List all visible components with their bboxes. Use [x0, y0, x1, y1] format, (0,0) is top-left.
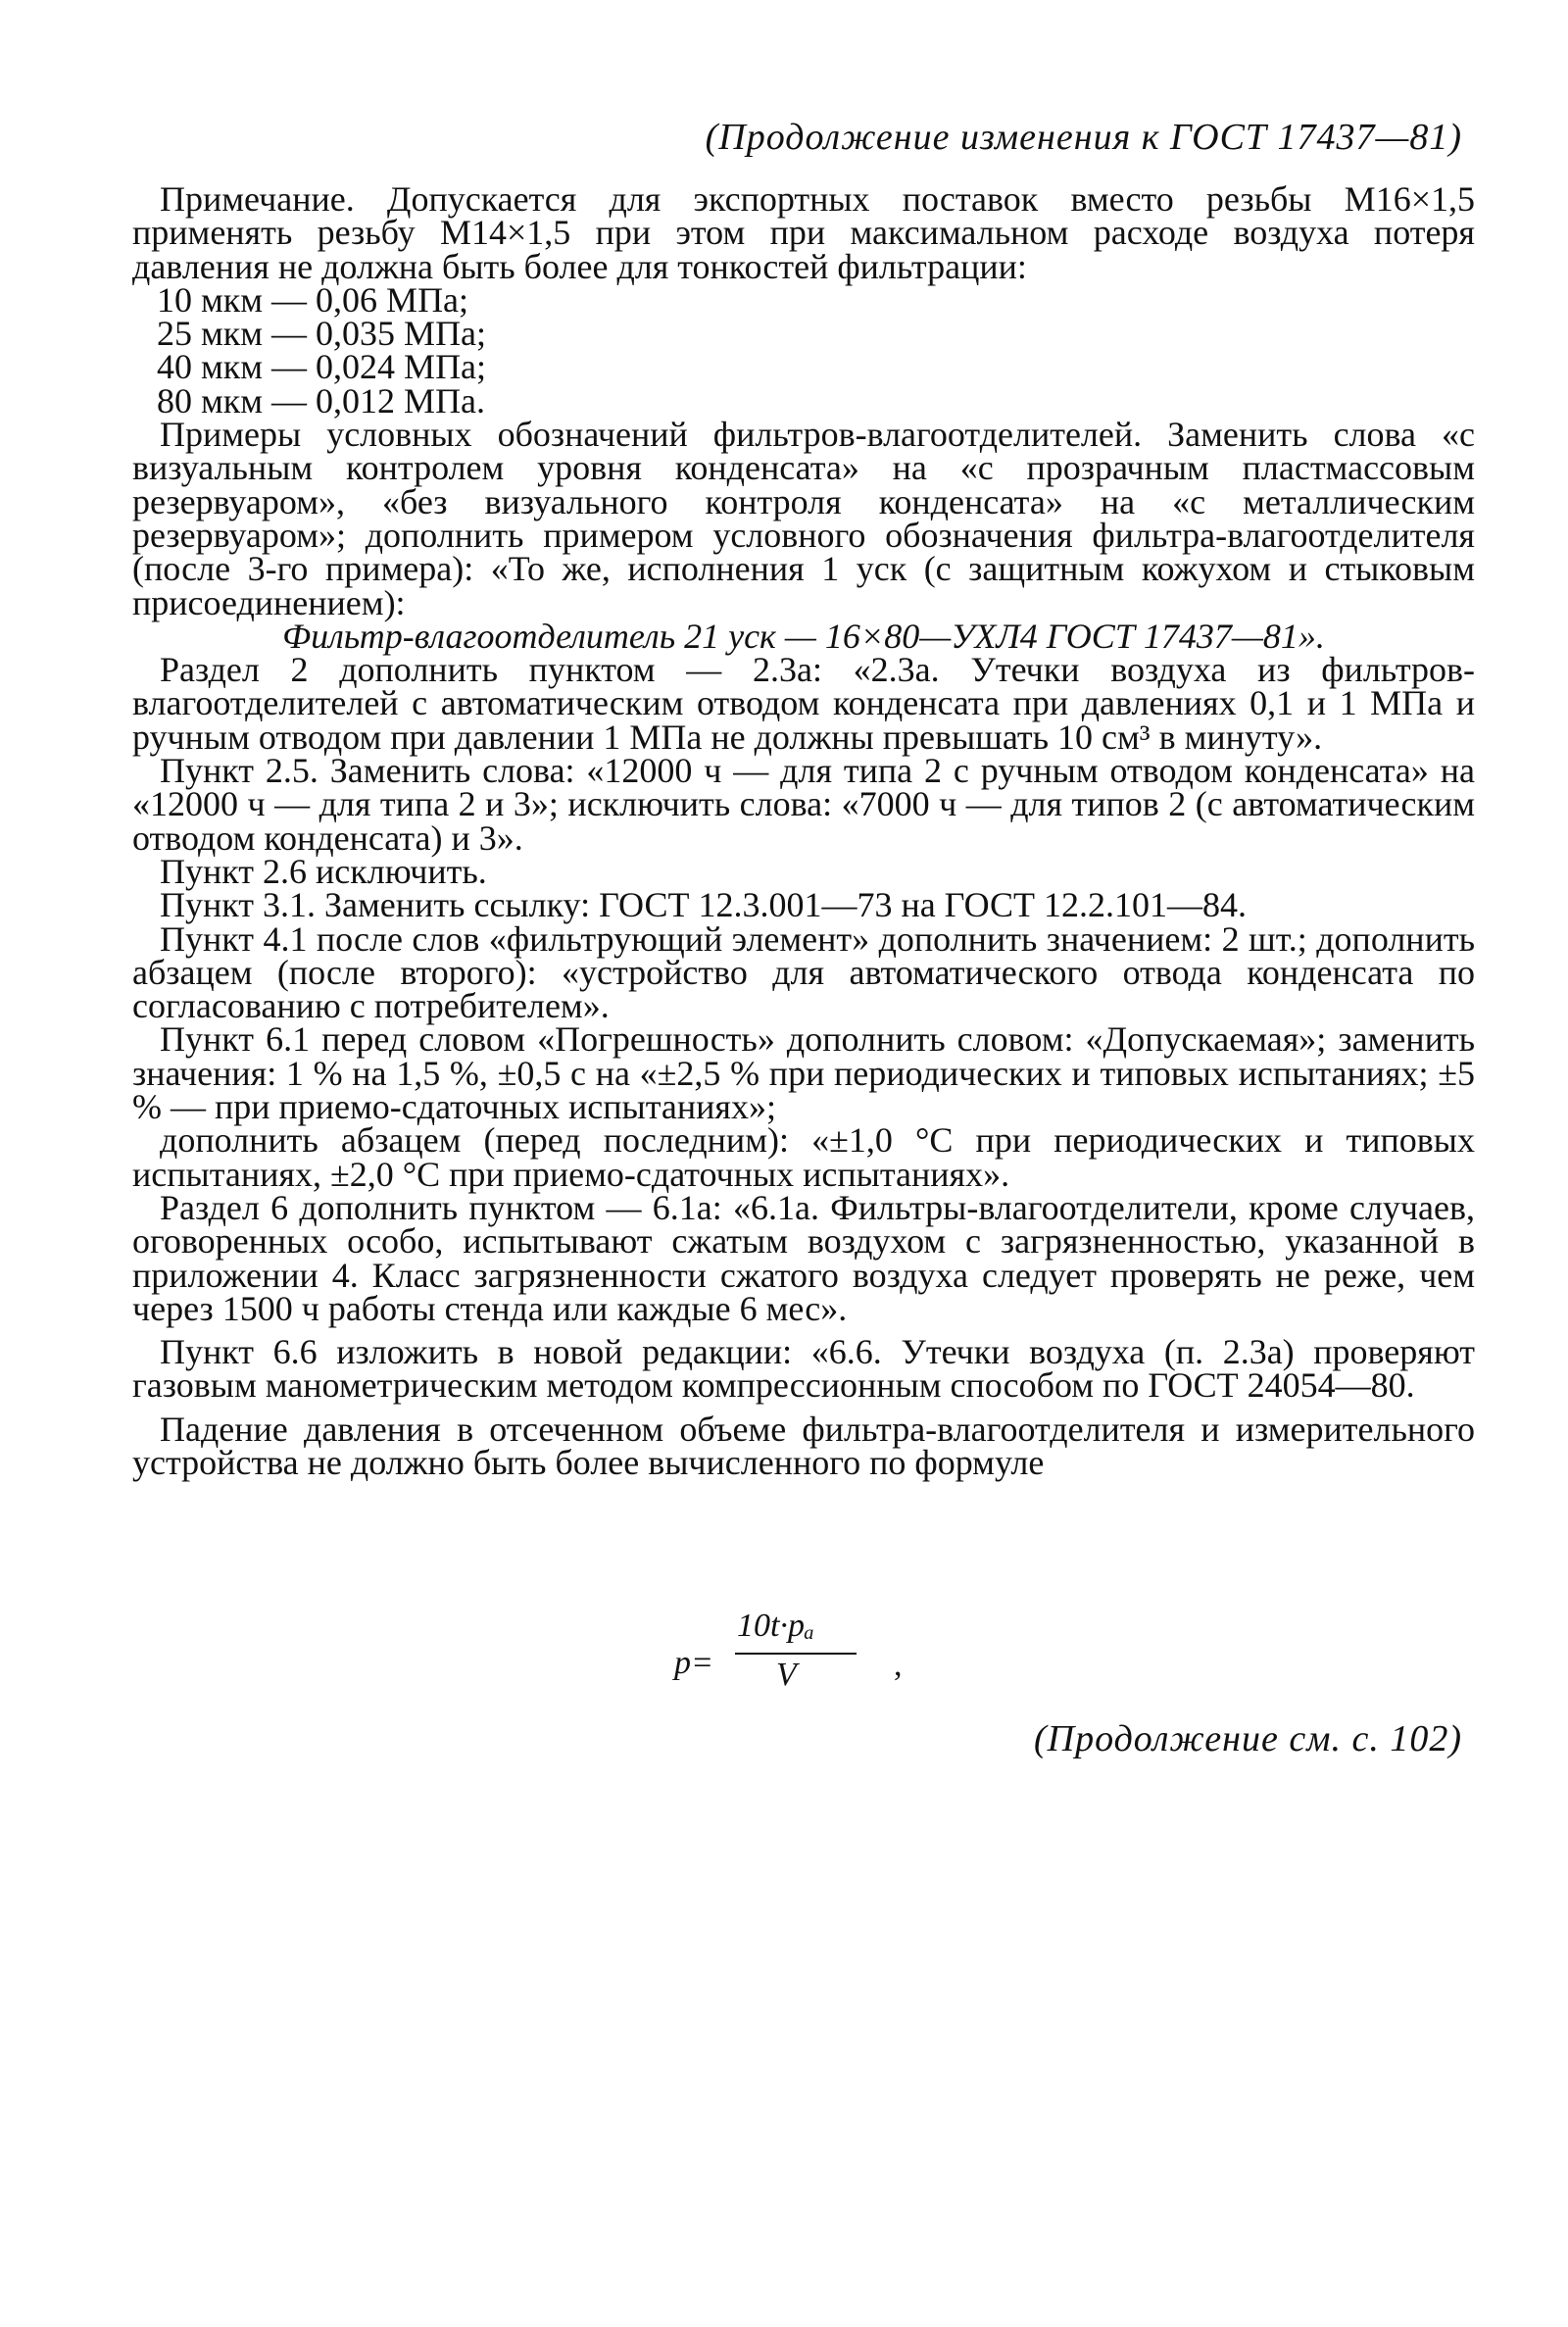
- document-body: [132, 179, 1475, 1482]
- paragraph: Пункт 6.1 перед словом «Погрешность» дополнить словом: «Допускаемая»; заменить значения: 1 % на 1,5 %, ±0,5 с на «±2,5 % при периодических и типовых испытаниях; ±5 % — при приемо-сдаточных испытаниях»;: [132, 1019, 1475, 1127]
- paragraph: Пункт 4.1 после слов «фильтрующий элемент» дополнить значением: 2 шт.; дополнить абзацем (после второго): «устройство для автоматического отвода конденсата по согласованию с потребителем».: [132, 918, 1475, 1026]
- paragraph: дополнить абзацем (перед последним): «±1,0 °С при периодических и типовых испытаниях, ±2,0 °С при приемо-сдаточных испытаниях».: [132, 1120, 1475, 1194]
- paragraph: Пункт 2.6 исключить.: [160, 851, 487, 891]
- formula-denominator: V: [776, 1657, 797, 1693]
- continuation-header: (Продолжение изменения к ГОСТ 17437—81): [705, 117, 1462, 158]
- fraction-bar: [735, 1653, 857, 1655]
- paragraph: Пункт 6.6 изложить в новой редакции: «6.6. Утечки воздуха (п. 2.3а) проверяют газовым манометрическим методом компрессионным способом по ГОСТ 24054—80.: [132, 1332, 1475, 1406]
- list-item: 25 мкм — 0,035 МПа;: [157, 314, 487, 354]
- designation-example: Фильтр-влагоотделитель 21 уск — 16×80—УХЛ4 ГОСТ 17437—81».: [282, 616, 1325, 656]
- formula-numerator: 10t·pₐ: [737, 1608, 814, 1644]
- list-item: 80 мкм — 0,012 МПа.: [157, 380, 486, 421]
- formula-comma: ,: [894, 1647, 903, 1683]
- pressure-formula: [666, 1608, 921, 1696]
- continuation-footer: (Продолжение см. с. 102): [1033, 1718, 1462, 1759]
- list-item: 40 мкм — 0,024 МПа;: [157, 347, 487, 387]
- paragraph: Раздел 6 дополнить пунктом — 6.1а: «6.1а. Фильтры-влагоотделители, кроме случаев, оговоренных особо, испытывают сжатым воздухом с загрязненностью, указанной в приложении 4. Класс загрязненности сжатого воздуха следует проверять не реже, чем через 1500 ч работы стенда или каждые 6 мес».: [132, 1187, 1475, 1328]
- paragraph: Примеры условных обозначений фильтров-влагоотделителей. Заменить слова «с визуальным контролем уровня конденсата» на «с прозрачным пластмассовым резервуаром», «без визуального контроля конденсата» на «с металлическим резервуаром»; дополнить примером условного обозначения фильтра-влагоотделителя (после 3-го примера): «То же, исполнения 1 уск (с защитным кожухом и стыковым присоединением):: [132, 415, 1475, 622]
- list-item: 10 мкм — 0,06 МПа;: [157, 279, 469, 320]
- paragraph: Пункт 2.5. Заменить слова: «12000 ч — для типа 2 с ручным отводом конденсата» на «12000 ч — для типа 2 и 3»; исключить слова: «7000 ч — для типов 2 (с автоматическим отводом конденсата) и 3».: [132, 751, 1475, 858]
- formula-lhs: p=: [674, 1645, 713, 1681]
- paragraph: Падение давления в отсеченном объеме фильтра-влагоотделителя и измерительного устройства не должно быть более вычисленного по формуле: [132, 1409, 1475, 1482]
- paragraph: Раздел 2 дополнить пунктом — 2.3а: «2.3а. Утечки воздуха из фильтров-влагоотделителей с автоматическим отводом конденсата при давлениях 0,1 и 1 МПа и ручным отводом при давлении 1 МПа не должны превышать 10 см³ в минуту».: [132, 650, 1475, 757]
- paragraph: Пункт 3.1. Заменить ссылку: ГОСТ 12.3.001—73 на ГОСТ 12.2.101—84.: [160, 885, 1248, 925]
- note-paragraph: Примечание. Допускается для экспортных поставок вместо резьбы М16×1,5 применять резьбу М14×1,5 при этом при максимальном расходе воздуха потеря давления не должна быть более для тонкостей фильтрации:: [132, 179, 1475, 286]
